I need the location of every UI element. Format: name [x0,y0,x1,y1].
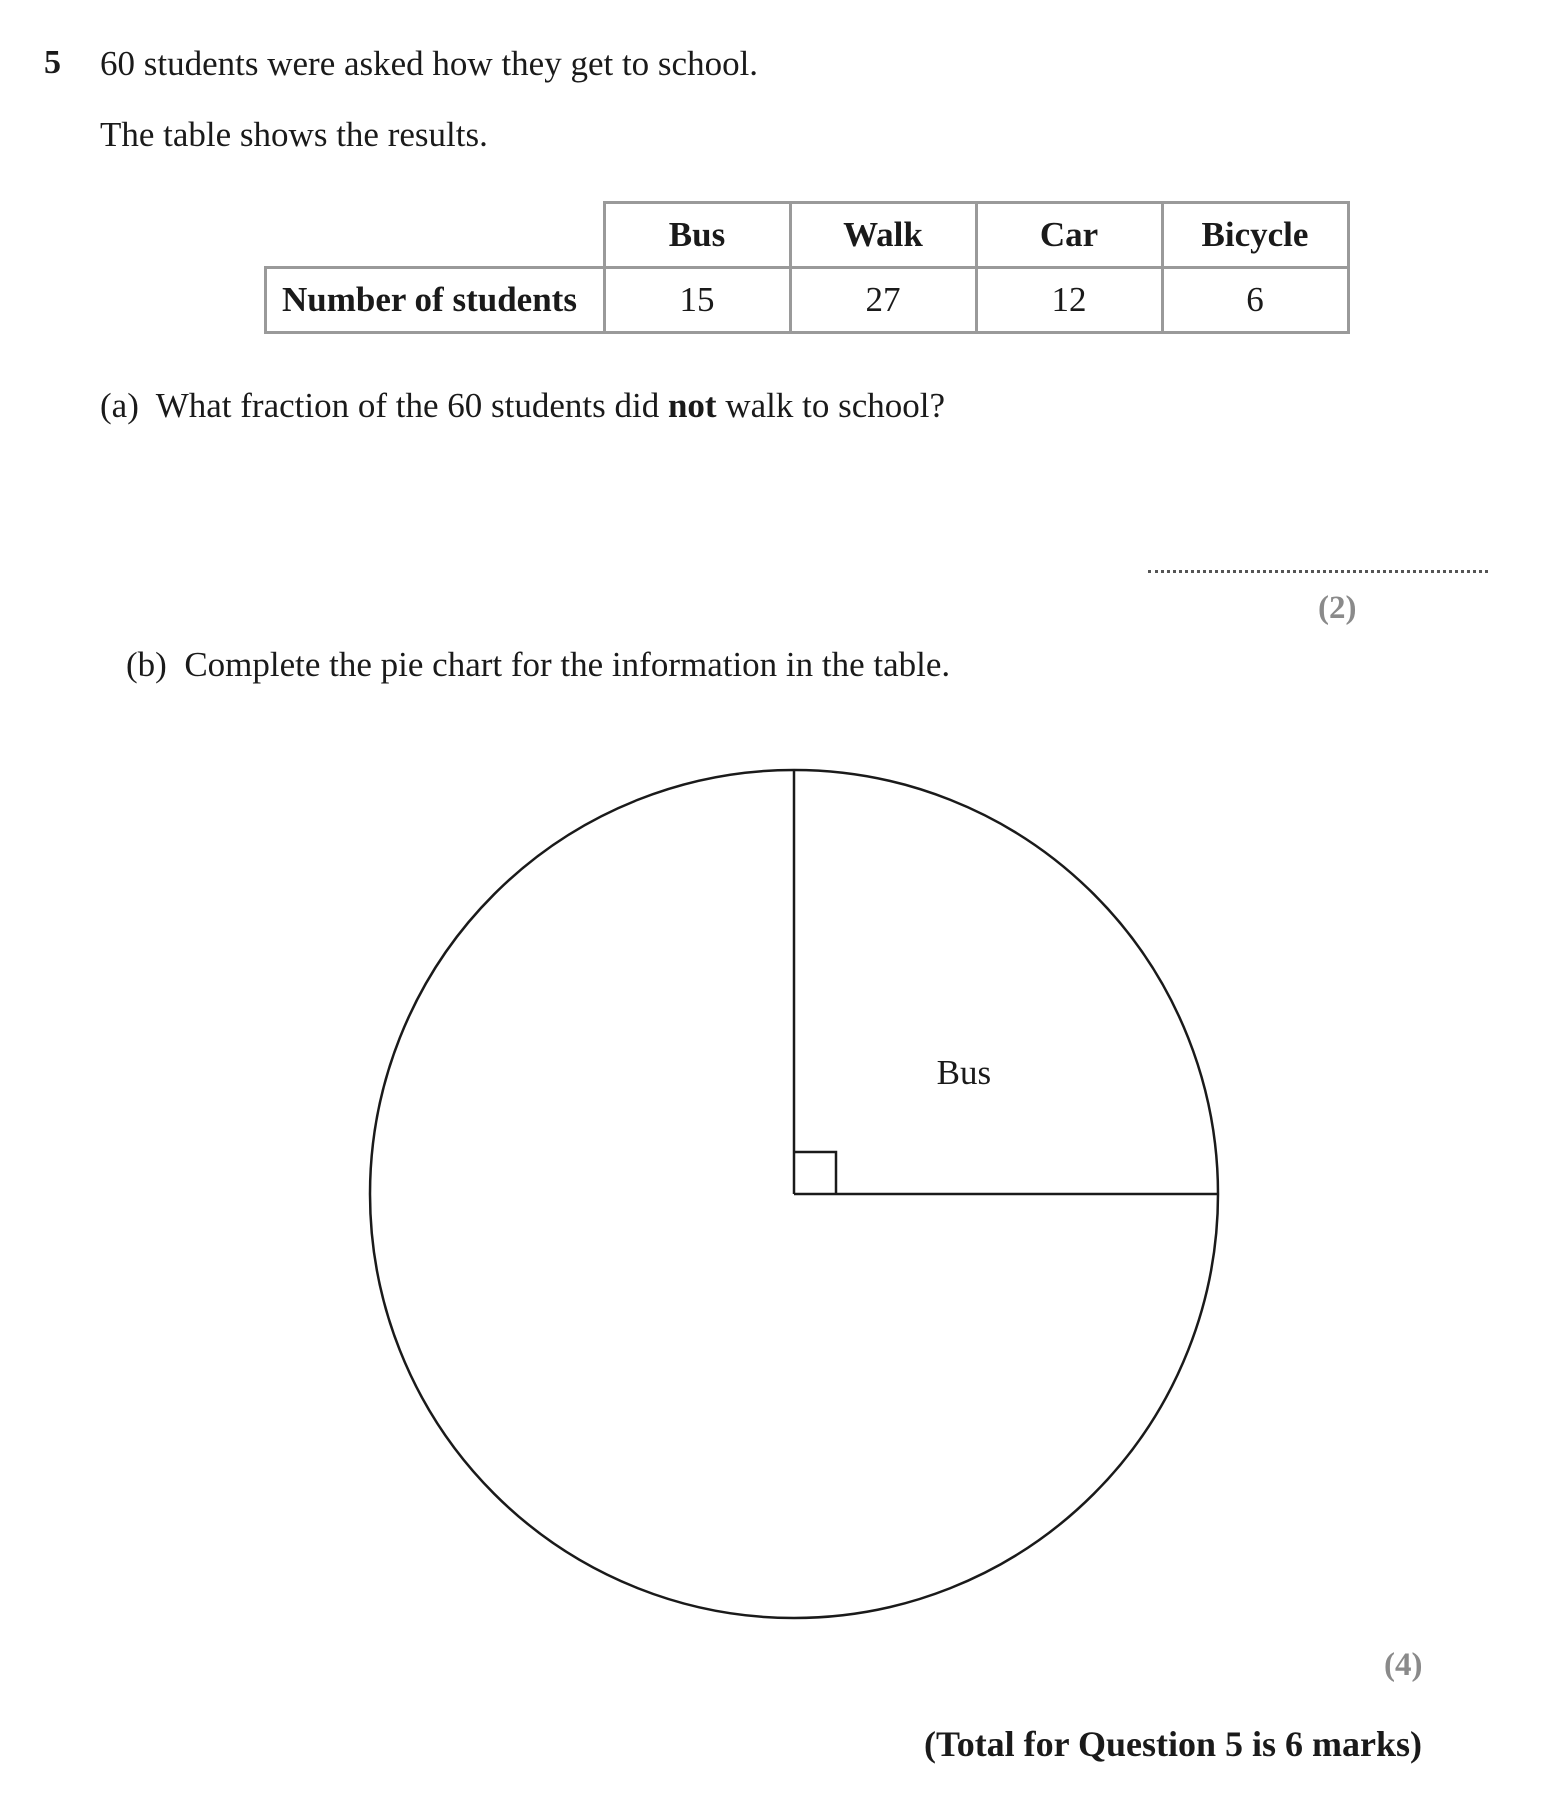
value-car: 12 [976,268,1162,333]
table-header-row [266,203,1349,268]
part-b-marks: (4) [1384,1647,1423,1683]
header-bicycle: Bicycle [1162,203,1348,268]
question-total: (Total for Question 5 is 6 marks) [924,1724,1423,1764]
question-number: 5 [44,44,61,81]
part-b-label: (b) [126,645,167,684]
part-b-question [126,645,950,685]
part-a-marks: (2) [1318,590,1357,626]
value-bus: 15 [604,268,790,333]
part-b-text: Complete the pie chart for the information in the table. [184,645,951,684]
table-corner-cell [266,203,605,268]
value-walk: 27 [790,268,976,333]
header-walk: Walk [790,203,976,268]
pie-slice-label-bus: Bus [936,1053,992,1093]
header-car: Car [976,203,1162,268]
results-table [264,201,1350,334]
row-label: Number of students [266,268,605,333]
part-a-text-after: walk to school? [725,386,946,425]
part-a-label: (a) [100,386,139,425]
question-intro: 60 students were asked how they get to school. [100,44,759,83]
part-a-text-before: What fraction of the 60 students did [155,386,660,425]
table-row [266,268,1349,333]
table-intro: The table shows the results. [100,115,488,154]
answer-line[interactable] [1148,570,1488,573]
part-a-bold: not [667,386,717,425]
part-a-question [100,386,945,426]
value-bicycle: 6 [1162,268,1348,333]
pie-chart[interactable] [360,760,1240,1640]
right-angle-marker [794,1152,836,1194]
header-bus: Bus [604,203,790,268]
